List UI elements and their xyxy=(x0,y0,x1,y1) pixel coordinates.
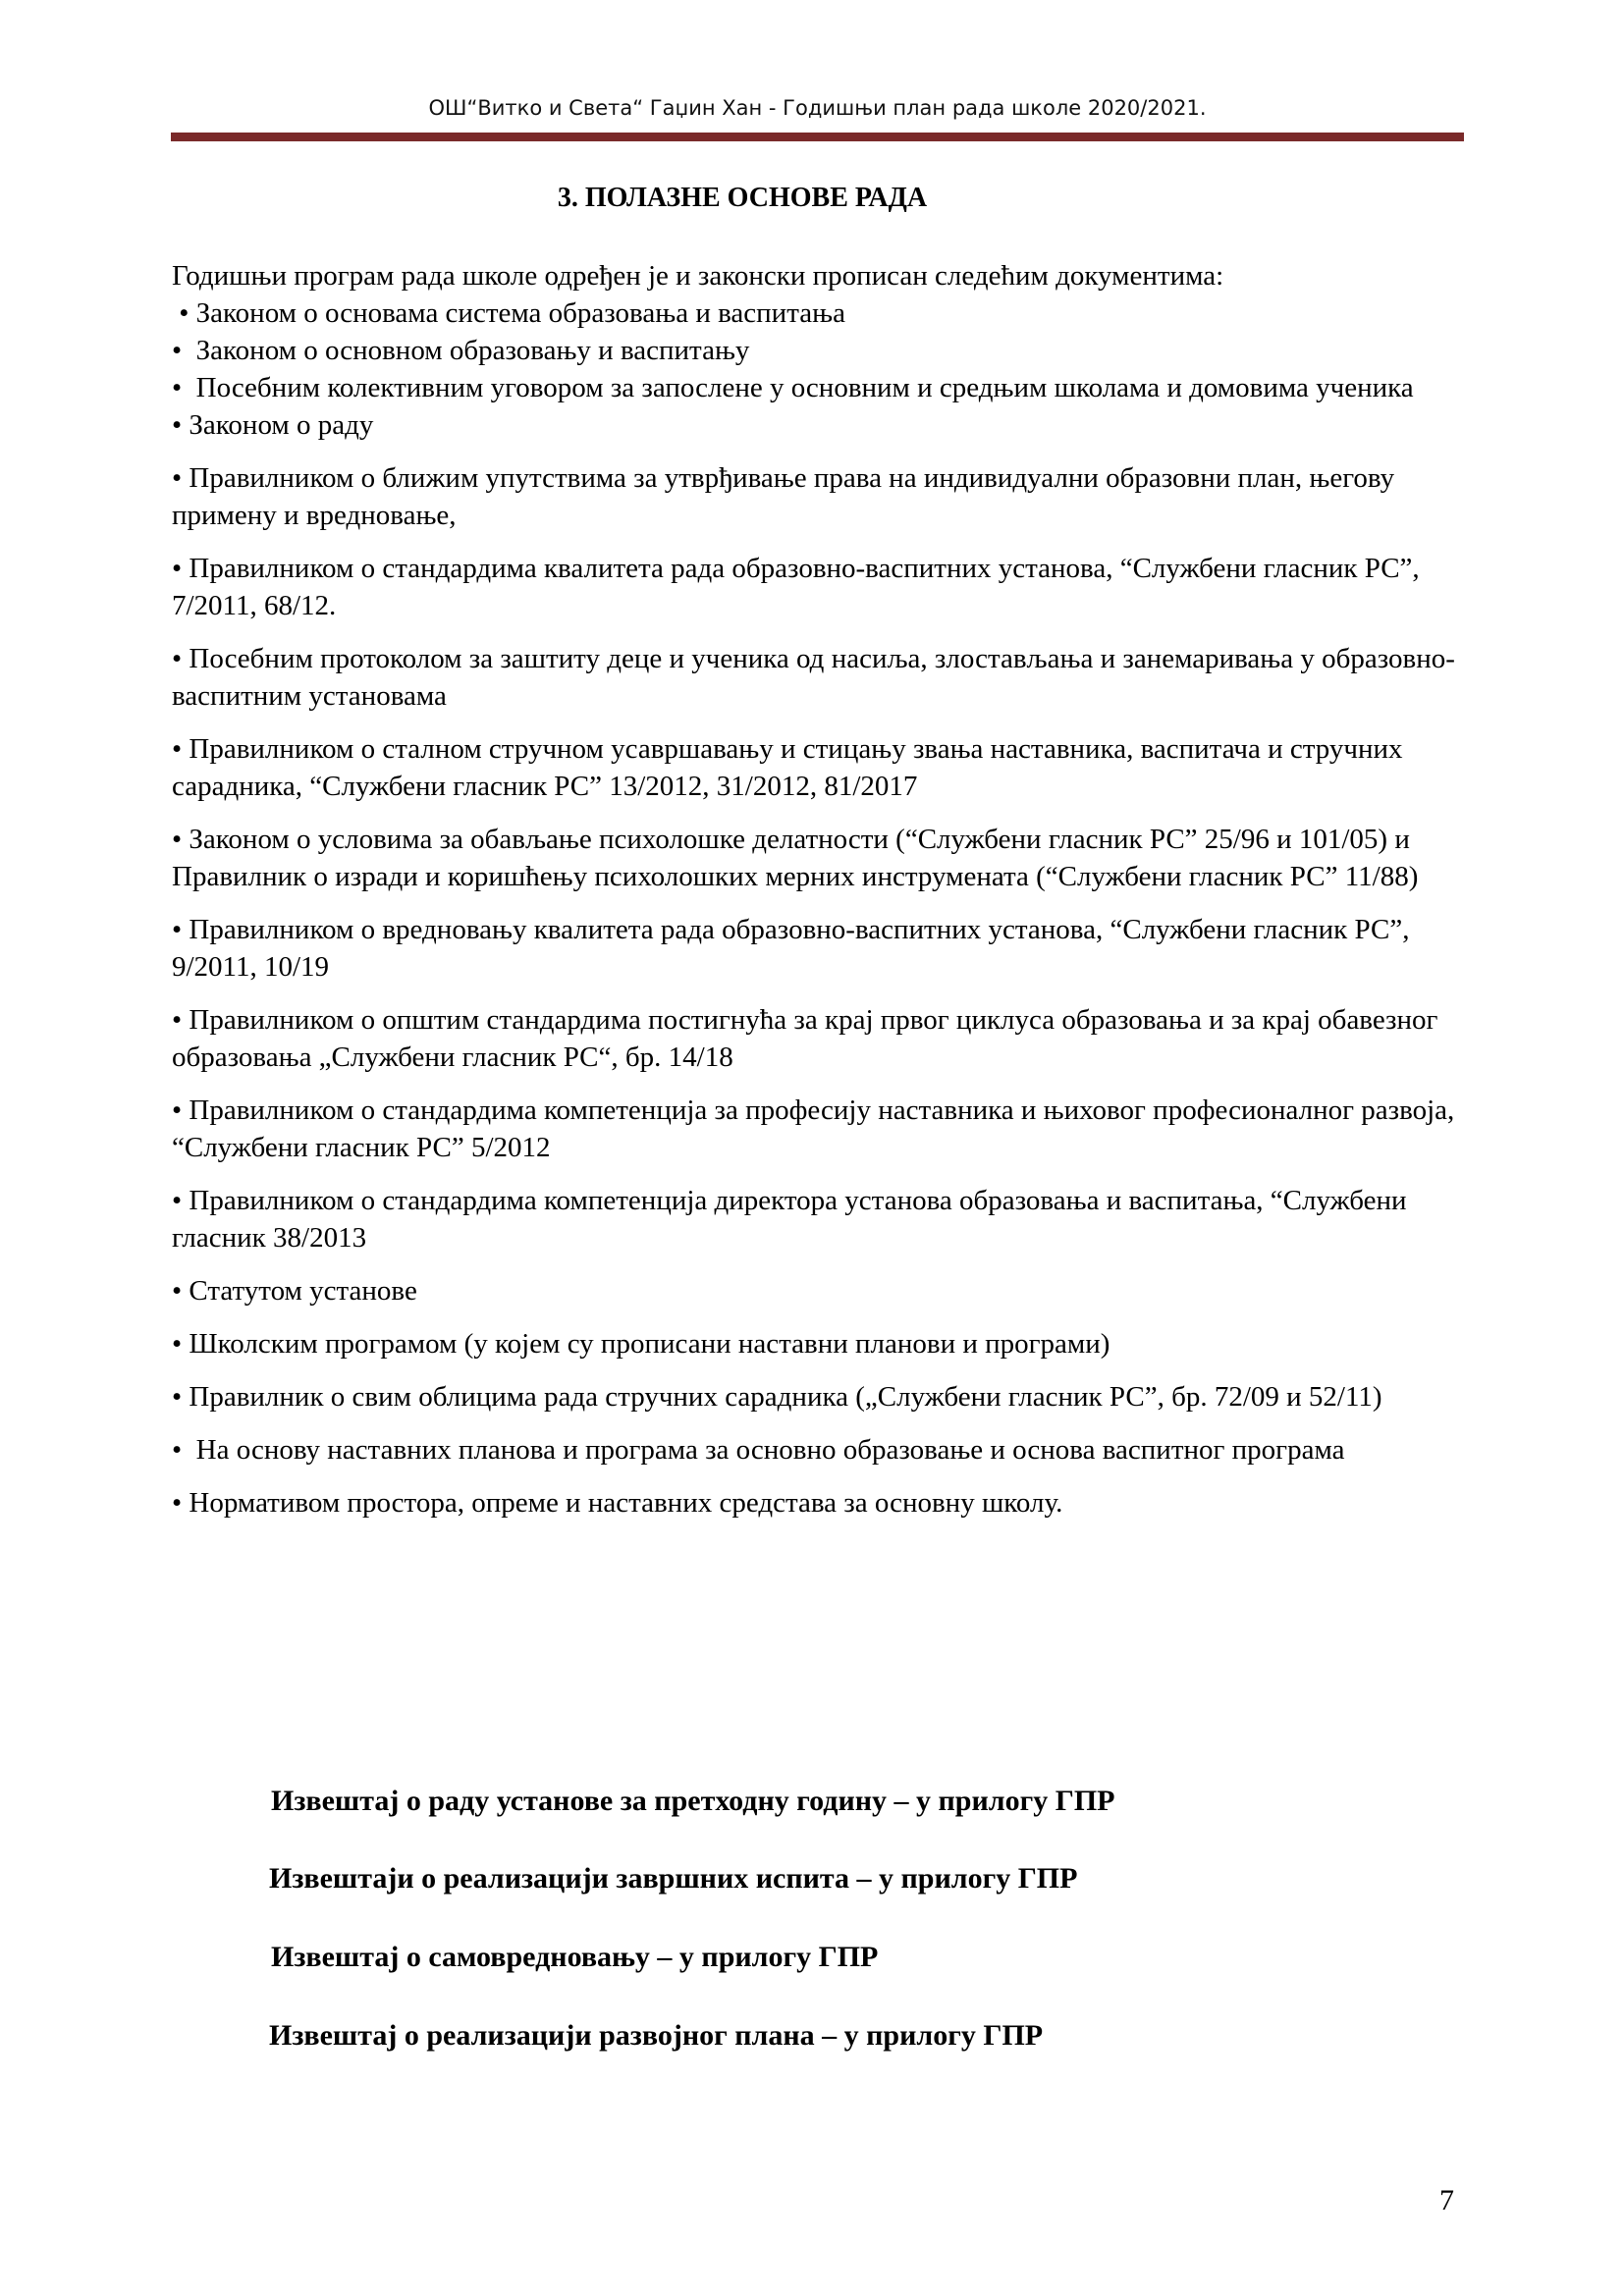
list-item xyxy=(172,1001,1468,1076)
list-item-text: Правилником о ближим упутствима за утврђивање права на индивидуални образовни план, његову примену и вредновање, xyxy=(172,462,1395,531)
list-item xyxy=(172,730,1468,805)
list-item-text: Правилником о стандардима компетенција директора установа образовања и васпитања, “Службени гласник 38/2013 xyxy=(172,1185,1407,1254)
running-header: ОШ“Витко и Света“ Гаџин Хан - Годишњи план рада школе 2020/2021. xyxy=(428,96,1207,120)
list-item-text: Посебним протоколом за заштиту деце и ученика од насиља, злостављања и занемаривања у образовно-васпитним установама xyxy=(172,643,1455,712)
list-item-text: Правилником о општим стандардима постигнућа за крај првог циклуса образовања и за крај обавезног образовања „Службени гласник РС“, бр. 14/18 xyxy=(172,1004,1438,1073)
list-item xyxy=(172,1484,1468,1522)
list-item xyxy=(172,1182,1468,1256)
list-item xyxy=(172,1431,1468,1468)
bullet-icon: • xyxy=(172,1381,183,1413)
list-item-text: Законом о основном образовању и васпитању xyxy=(195,335,750,366)
list-item-text: Нормативом простора, опреме и наставних средстава за основну школу. xyxy=(189,1487,1063,1519)
report-line: Извештај о самовредновању – у прилогу ГПР xyxy=(271,1941,879,1973)
list-item xyxy=(172,294,1468,332)
bullet-icon: • xyxy=(172,1185,183,1216)
bullet-icon: • xyxy=(172,1434,183,1466)
list-item-text: На основу наставних планова и програма за основно образовање и основа васпитног програма xyxy=(195,1434,1345,1466)
list-item-text: Правилником о стандардима квалитета рада образовно-васпитних установа, “Службени гласник РС”, 7/2011, 68/12. xyxy=(172,553,1420,621)
page-number: 7 xyxy=(1439,2184,1454,2216)
bullet-icon: • xyxy=(172,372,183,403)
bullet-icon: • xyxy=(172,914,183,945)
list-item-text: Законом о основама система образовања и васпитања xyxy=(195,297,845,329)
list-item xyxy=(172,1272,1468,1309)
list-item xyxy=(172,332,1468,369)
list-item-text: Правилником о сталном стручном усавршавању и стицању звања наставника, васпитача и стручних сарадника, “Службени гласник РС” 13/2012, 31/2012, 81/2017 xyxy=(172,733,1403,802)
list-item-text: Законом о раду xyxy=(189,409,374,441)
list-item xyxy=(172,550,1468,624)
list-item xyxy=(172,369,1468,406)
list-item xyxy=(172,821,1468,895)
list-item xyxy=(172,911,1468,986)
bullet-icon: • xyxy=(172,1095,183,1126)
list-item-text: Посебним колективним уговором за запослене у основним и средњим школама и домовима ученика xyxy=(195,372,1414,403)
bullet-icon: • xyxy=(172,462,183,494)
body-text xyxy=(172,257,1468,1522)
list-item-text: Законом о условима за обављање психолошке делатности (“Службени гласник РС” 25/96 и 101/05) и Правилник о изради и коришћењу психолошких мерних инструмената (“Службени гласник РС” 11/88) xyxy=(172,824,1419,892)
list-item xyxy=(172,1092,1468,1166)
bullet-icon: • xyxy=(179,297,189,329)
bullet-icon: • xyxy=(172,643,183,674)
bullet-icon: • xyxy=(172,1004,183,1036)
list-item xyxy=(172,640,1468,715)
list-item-text: Статутом установе xyxy=(189,1275,417,1307)
bullet-icon: • xyxy=(172,335,183,366)
list-item xyxy=(172,459,1468,534)
bullet-icon: • xyxy=(172,733,183,765)
bullet-icon: • xyxy=(172,409,183,441)
header-rule xyxy=(171,133,1464,141)
intro-paragraph: Годишњи програм рада школе одређен је и законски прописан следећим документима: xyxy=(172,260,1224,292)
bullet-icon: • xyxy=(172,1275,183,1307)
list-item-text: Правилником о вредновању квалитета рада образовно-васпитних установа, “Службени гласник РС”, 9/2011, 10/19 xyxy=(172,914,1410,983)
list-item-text: Правилником о стандардима компетенција за професију наставника и њиховог професионалног развоја, “Службени гласник РС” 5/2012 xyxy=(172,1095,1455,1163)
list-item-text: Правилник о свим облицима рада стручних сарадника („Службени гласник РС”, бр. 72/09 и 52/11) xyxy=(189,1381,1382,1413)
bullet-icon: • xyxy=(172,1328,183,1360)
bullet-icon: • xyxy=(172,824,183,855)
list-item-text: Школским програмом (у којем су прописани наставни планови и програми) xyxy=(189,1328,1110,1360)
list-item xyxy=(172,1325,1468,1362)
list-item xyxy=(172,406,1468,444)
bullet-icon: • xyxy=(172,1487,183,1519)
list-item xyxy=(172,1378,1468,1415)
section-title: 3. ПОЛАЗНЕ ОСНОВЕ РАДА xyxy=(557,183,928,213)
report-line: Извештаји о реализацији завршних испита – у прилогу ГПР xyxy=(269,1862,1078,1895)
bullet-icon: • xyxy=(172,553,183,584)
report-line: Извештај о раду установе за претходну годину – у прилогу ГПР xyxy=(271,1785,1115,1817)
report-line: Извештај о реализацији развојног плана – у прилогу ГПР xyxy=(269,2019,1044,2052)
